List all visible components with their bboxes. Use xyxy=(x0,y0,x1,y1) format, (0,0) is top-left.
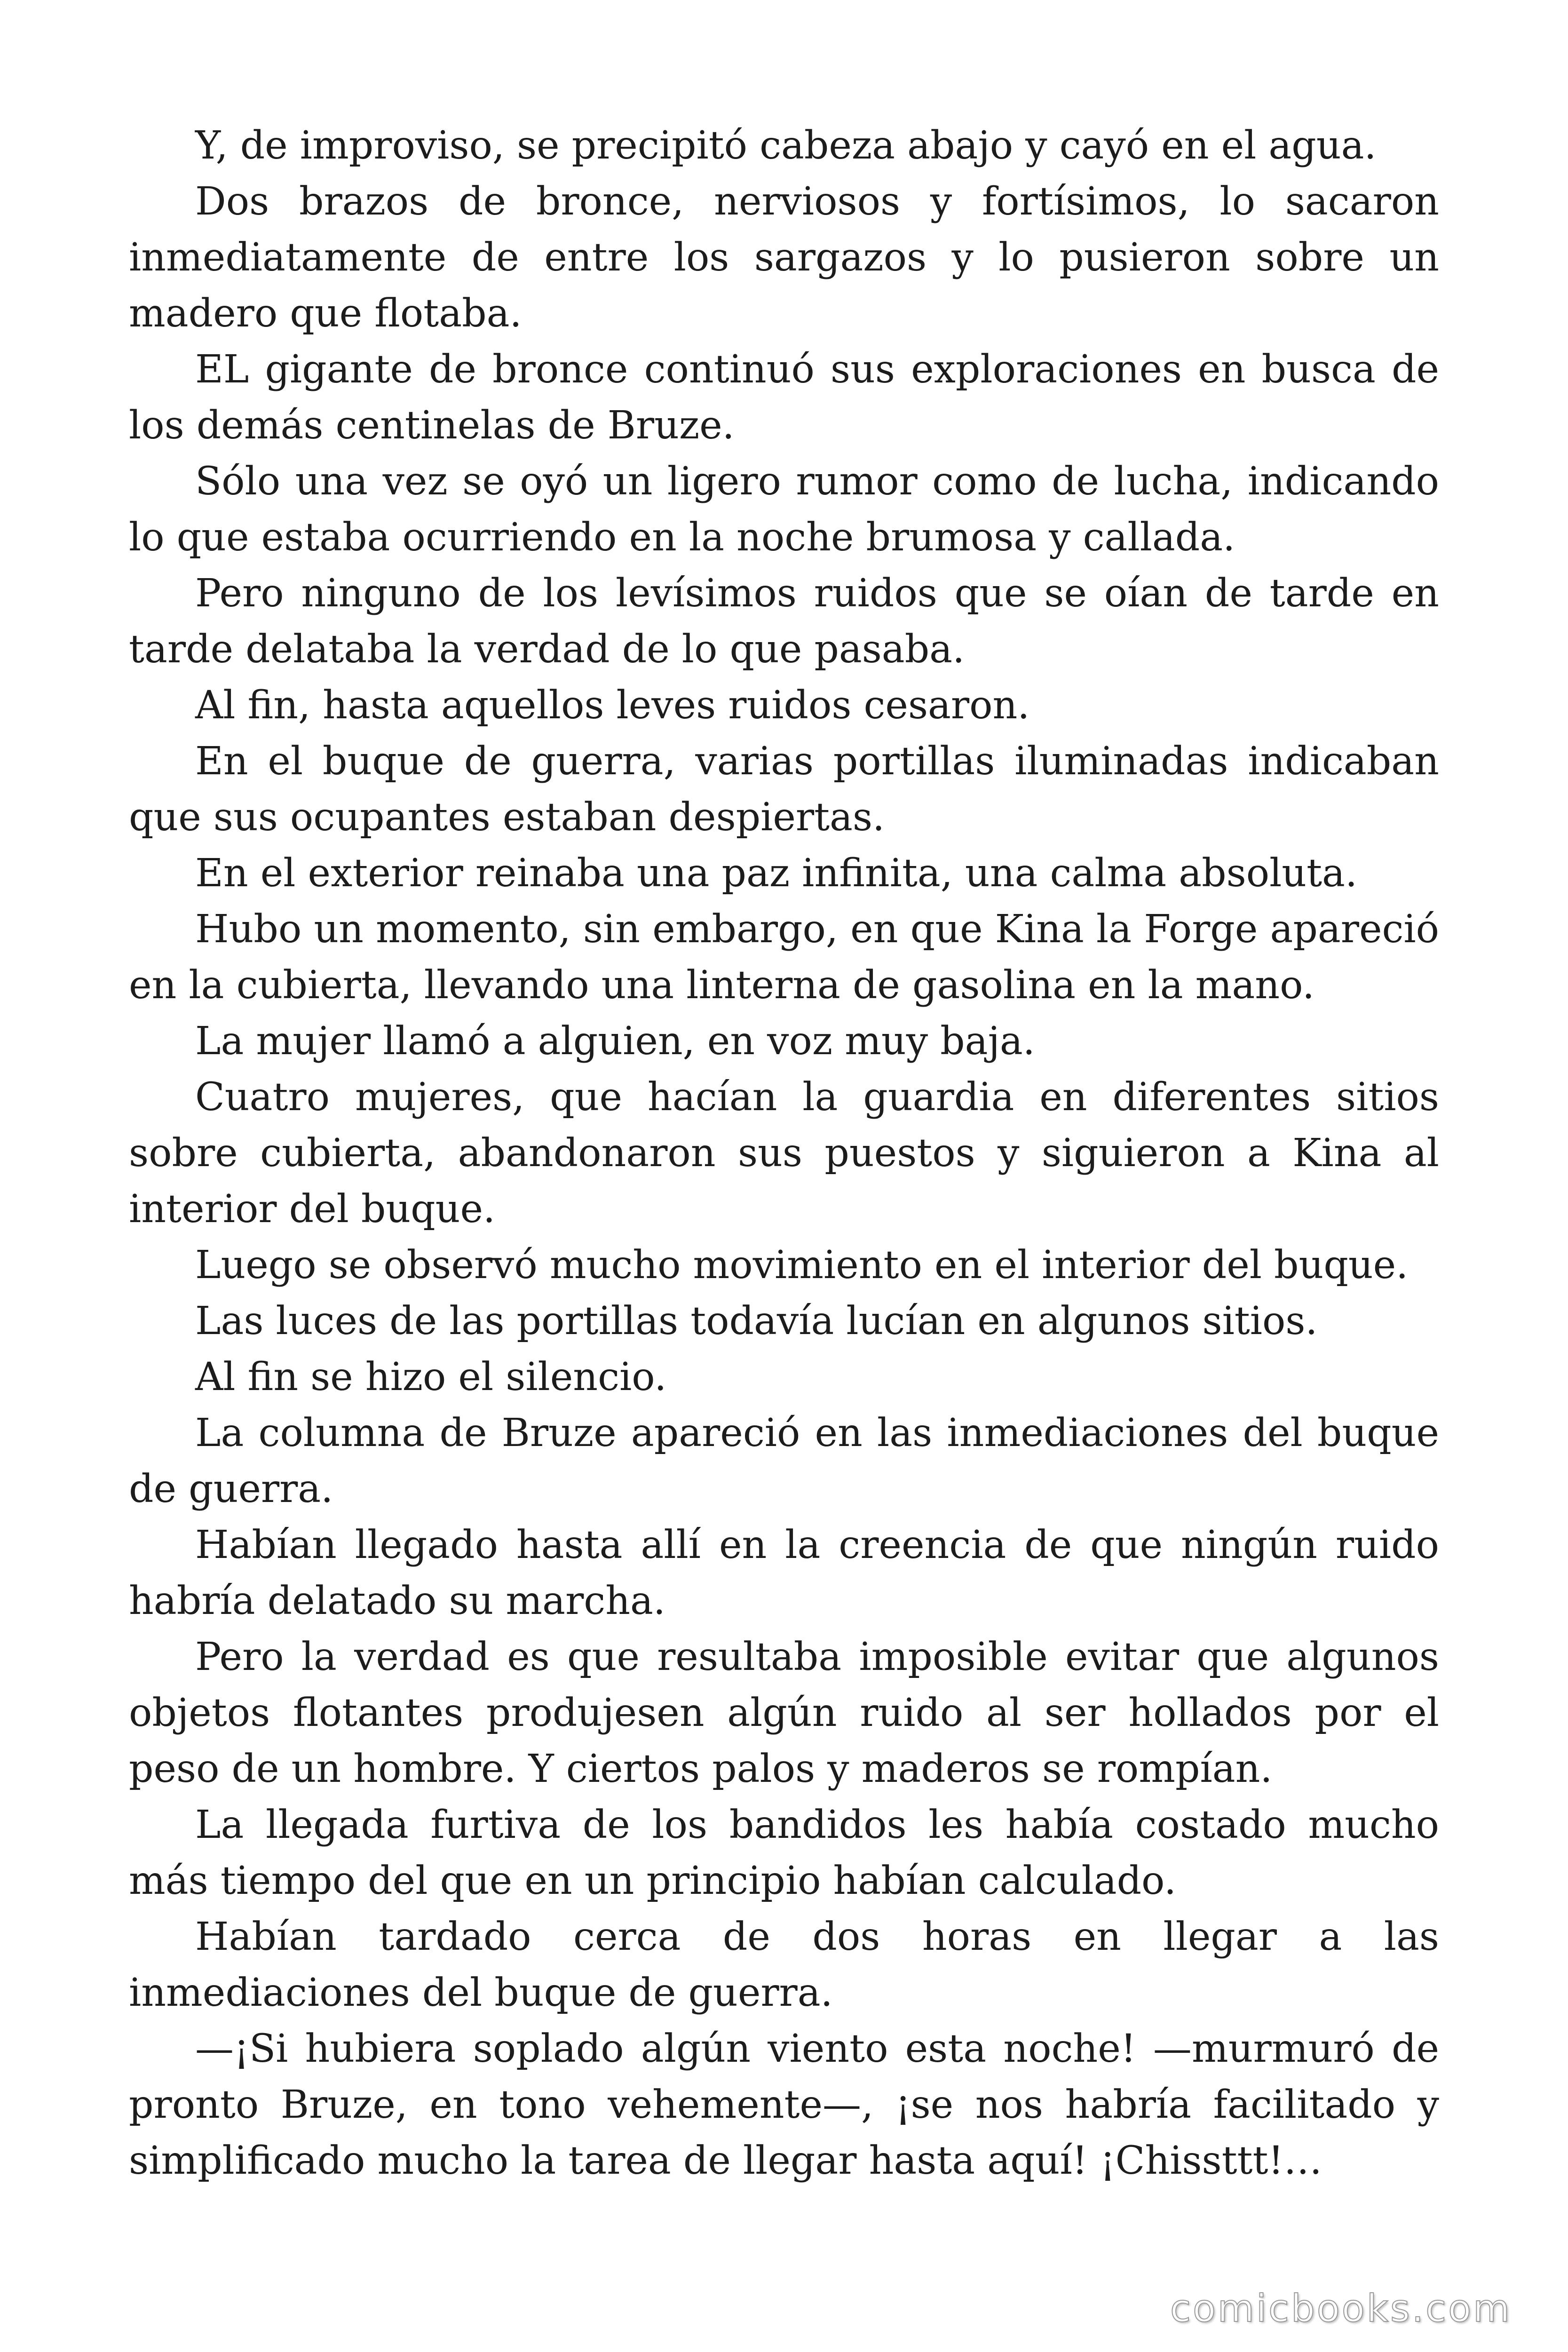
paragraph: Pero ninguno de los levísimos ruidos que se oían de tarde en tarde delataba la verdad de lo que pasaba. xyxy=(129,571,1439,672)
paragraph: Habían llegado hasta allí en la creencia de que ningún ruido habría delatado su marcha. xyxy=(129,1523,1439,1623)
paragraph: Al fin, hasta aquellos leves ruidos cesaron. xyxy=(195,683,1030,728)
paragraph: La mujer llamó a alguien, en voz muy baja. xyxy=(195,1019,1035,1064)
watermark: comicbooks.com xyxy=(1170,2287,1512,2330)
paragraph: EL gigante de bronce continuó sus exploraciones en busca de los demás centinelas de Bruze. xyxy=(129,347,1439,448)
paragraph: En el buque de guerra, varias portillas iluminadas indicaban que sus ocupantes estaban despiertas. xyxy=(129,739,1439,840)
paragraph: La columna de Bruze apareció en las inmediaciones del buque de guerra. xyxy=(129,1411,1439,1511)
paragraph: Habían tardado cerca de dos horas en llegar a las inmediaciones del buque de guerra. xyxy=(129,1915,1439,2015)
paragraph: Hubo un momento, sin embargo, en que Kina la Forge apareció en la cubierta, llevando una linterna de gasolina en la mano. xyxy=(129,907,1439,1008)
paragraph: La llegada furtiva de los bandidos les había costado mucho más tiempo del que en un principio habían calculado. xyxy=(129,1803,1439,1903)
paragraph: Las luces de las portillas todavía lucían en algunos sitios. xyxy=(195,1299,1318,1343)
paragraph: Dos brazos de bronce, nerviosos y fortísimos, lo sacaron inmediatamente de entre los sargazos y lo pusieron sobre un madero que flotaba. xyxy=(129,179,1439,336)
paragraph: Cuatro mujeres, que hacían la guardia en diferentes sitios sobre cubierta, abandonaron sus puestos y siguieron a Kina al interior del buque. xyxy=(129,1075,1439,1232)
page-text xyxy=(129,118,1439,2187)
paragraph: —¡Si hubiera soplado algún viento esta noche! —murmuró de pronto Bruze, en tono vehemente—, ¡se nos habría facilitado y simplificado mucho la tarea de llegar hasta aquí! ¡Chissttt!… xyxy=(129,2026,1439,2183)
paragraph: Luego se observó mucho movimiento en el interior del buque. xyxy=(195,1243,1409,1287)
paragraph: Pero la verdad es que resultaba imposible evitar que algunos objetos flotantes produjesen algún ruido al ser hollados por el peso de un hombre. Y ciertos palos y maderos se rompían. xyxy=(129,1635,1439,1791)
paragraph: Al fin se hizo el silencio. xyxy=(195,1355,667,1399)
paragraph: Y, de improviso, se precipitó cabeza abajo y cayó en el agua. xyxy=(195,123,1377,168)
paragraph: Sólo una vez se oyó un ligero rumor como de lucha, indicando lo que estaba ocurriendo en la noche brumosa y callada. xyxy=(129,459,1439,560)
paragraph: En el exterior reinaba una paz infinita, una calma absoluta. xyxy=(195,851,1358,896)
